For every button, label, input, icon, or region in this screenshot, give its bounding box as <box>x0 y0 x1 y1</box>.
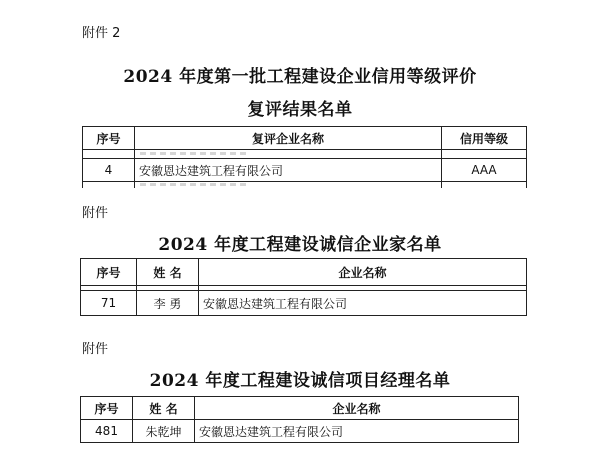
row-name: 李 勇 <box>137 291 199 316</box>
row-no: 4 <box>83 159 135 182</box>
table-row <box>83 159 527 182</box>
header-name: 姓 名 <box>133 397 195 420</box>
doc3-header-row <box>81 397 519 420</box>
row-gap <box>442 150 527 159</box>
row-no: 71 <box>81 291 137 316</box>
table-edge <box>82 182 83 188</box>
row-company: 安徽恩达建筑工程有限公司 <box>195 420 519 443</box>
header-name: 姓 名 <box>137 259 199 286</box>
header-no: 序号 <box>83 127 135 150</box>
row-grade: AAA <box>442 159 527 182</box>
header-grade: 信用等级 <box>442 127 527 150</box>
header-no: 序号 <box>81 397 133 420</box>
table-row <box>81 420 519 443</box>
row-company: 安徽恩达建筑工程有限公司 <box>135 159 442 182</box>
doc2-table <box>80 258 527 316</box>
doc3-title: 2024 年度工程建设诚信项目经理名单 <box>149 371 451 391</box>
attachment-label-2: 附件 <box>82 206 109 221</box>
header-company: 企业名称 <box>199 259 527 286</box>
doc3-table <box>80 396 519 443</box>
header-company: 复评企业名称 <box>135 127 442 150</box>
table-edge <box>441 182 442 188</box>
doc1-header-row <box>83 127 527 150</box>
row-gap <box>83 150 135 159</box>
attachment-label-1: 附件 2 <box>82 26 121 41</box>
header-company: 企业名称 <box>195 397 519 420</box>
row-no: 481 <box>81 420 133 443</box>
row-name: 朱乾坤 <box>133 420 195 443</box>
doc2-title: 2024 年度工程建设诚信企业家名单 <box>158 235 442 255</box>
table-edge <box>526 182 527 188</box>
cropped-text-remnant <box>140 183 250 186</box>
row-company: 安徽恩达建筑工程有限公司 <box>199 291 527 316</box>
doc1-title-line1: 2024 年度第一批工程建设企业信用等级评价 <box>123 67 477 87</box>
doc2-header-row <box>81 259 527 286</box>
header-no: 序号 <box>81 259 137 286</box>
attachment-label-3: 附件 <box>82 342 109 357</box>
table-row <box>81 291 527 316</box>
table-edge <box>134 182 135 188</box>
cropped-text-remnant <box>140 152 250 155</box>
doc1-title-line2: 复评结果名单 <box>247 100 353 120</box>
